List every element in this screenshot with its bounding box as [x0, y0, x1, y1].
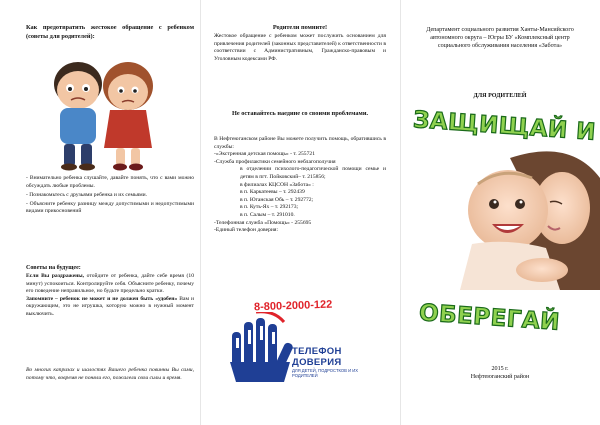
helpline-logo-line: ТЕЛЕФОН — [292, 346, 342, 357]
advice-bold: Если Вы раздражены, — [26, 273, 85, 279]
year: 2015 г. — [491, 366, 509, 372]
cover-panel — [400, 0, 600, 425]
cartoon-kids-illustration — [36, 50, 166, 172]
service-line: -Телефонная служба «Помощь» - 255695 — [214, 219, 312, 226]
audience-label: ДЛЯ РОДИТЕЛЕЙ — [473, 93, 527, 99]
service-line: -Единый телефон доверия: — [214, 227, 278, 234]
tips-list — [26, 175, 194, 217]
district: Нефтеюганский район — [470, 374, 530, 380]
service-line: в п. Салым – т. 291010. — [240, 211, 295, 218]
service-line: в п. Куть-Ях – т. 292173; — [240, 204, 299, 211]
helpline-logo-subtitle: ДЛЯ ДЕТЕЙ, ПОДРОСТКОВ И ИХ РОДИТЕЛЕЙ — [292, 368, 359, 378]
advice-body: отойдите от ребенка, дайте себе время (10 минут) успокоиться. Контролируйте себя. Объясните ребенку, почему его поведение неправильное, но будьте предельно кратки. — [26, 273, 194, 295]
publication-info — [414, 365, 586, 381]
service-line: -Служба профилактики семейного неблагополучия — [214, 158, 336, 165]
services-list — [214, 136, 386, 235]
cover-title-line: ОБЕРЕГАЙ — [418, 300, 561, 336]
service-line: в отделении психолого-педагогической помощи семье и детям в пгт. Пойковский– т. 215856; — [240, 166, 386, 180]
left-panel — [0, 0, 200, 425]
section-heading: Не оставайтесь наедине со своими проблемами. — [231, 110, 369, 117]
section-heading: Родители помните! — [272, 24, 328, 31]
helpline-number: 8-800-2000-122 — [253, 298, 333, 314]
tip-item: - Познакомьтесь с друзьями ребенка и их семьями. — [26, 191, 148, 198]
middle-panel — [200, 0, 400, 425]
helpline-hand-icon — [226, 312, 294, 384]
tip-item: - Внимательно ребенка слушайте, давайте понять, что с вами можно обсуждать любые проблемы. — [26, 175, 194, 189]
responsibility-text: Жестокое обращение с ребенком может послужить основанием для привлечения родителей (законных представителей) к ответственности в соответствии с Административным, Гражданско-правовым и Уголовным кодексами РФ. — [214, 33, 386, 62]
panel-title: Как предотвратить жестокое обращение с ребенком (советы для родителей): — [26, 24, 194, 40]
advice-body: Вам и окружающим, это не игрушка, которую можно в нужный момент выключить. — [26, 295, 194, 317]
service-line: -«Экстренная детская помощь» - т. 255721 — [214, 151, 315, 158]
helpline-logo-line: ДОВЕРИЯ — [292, 357, 342, 368]
service-line: в п. Каркатеевы – т. 292439 — [240, 189, 305, 196]
service-line: в филиалах КЦСОН «Забота» : — [240, 181, 314, 188]
advice-bold: Запомните – ребенок не может и не должен быть «удобен» — [26, 295, 178, 302]
mother-baby-photo — [450, 148, 600, 290]
advice-text — [26, 273, 194, 319]
advice-heading: Советы на будущее: — [26, 265, 81, 271]
cover-title-line: ЗАЩИЩАЙ И — [412, 107, 597, 146]
services-intro: В Нефтеюганском районе Вы можете получить помощь, обратившись в службы: — [214, 136, 386, 150]
italic-note: Во многих капризах и шалостях Вашего ребенка повинны Вы сами, потому что, вовремя не поняли его, пожалели свои силы и время. — [26, 367, 194, 381]
organization-name: Департамент социального развития Ханты-Мансийского автономного округа – Югры БУ «Комплексный центр социального обслуживания населения «Забота» — [426, 27, 574, 49]
service-line: в п. Юганская Обь – т. 292772; — [240, 196, 314, 203]
tip-item: - Объясните ребенку разницу между допустимыми и недопустимыми видами прикосновений — [26, 200, 194, 215]
